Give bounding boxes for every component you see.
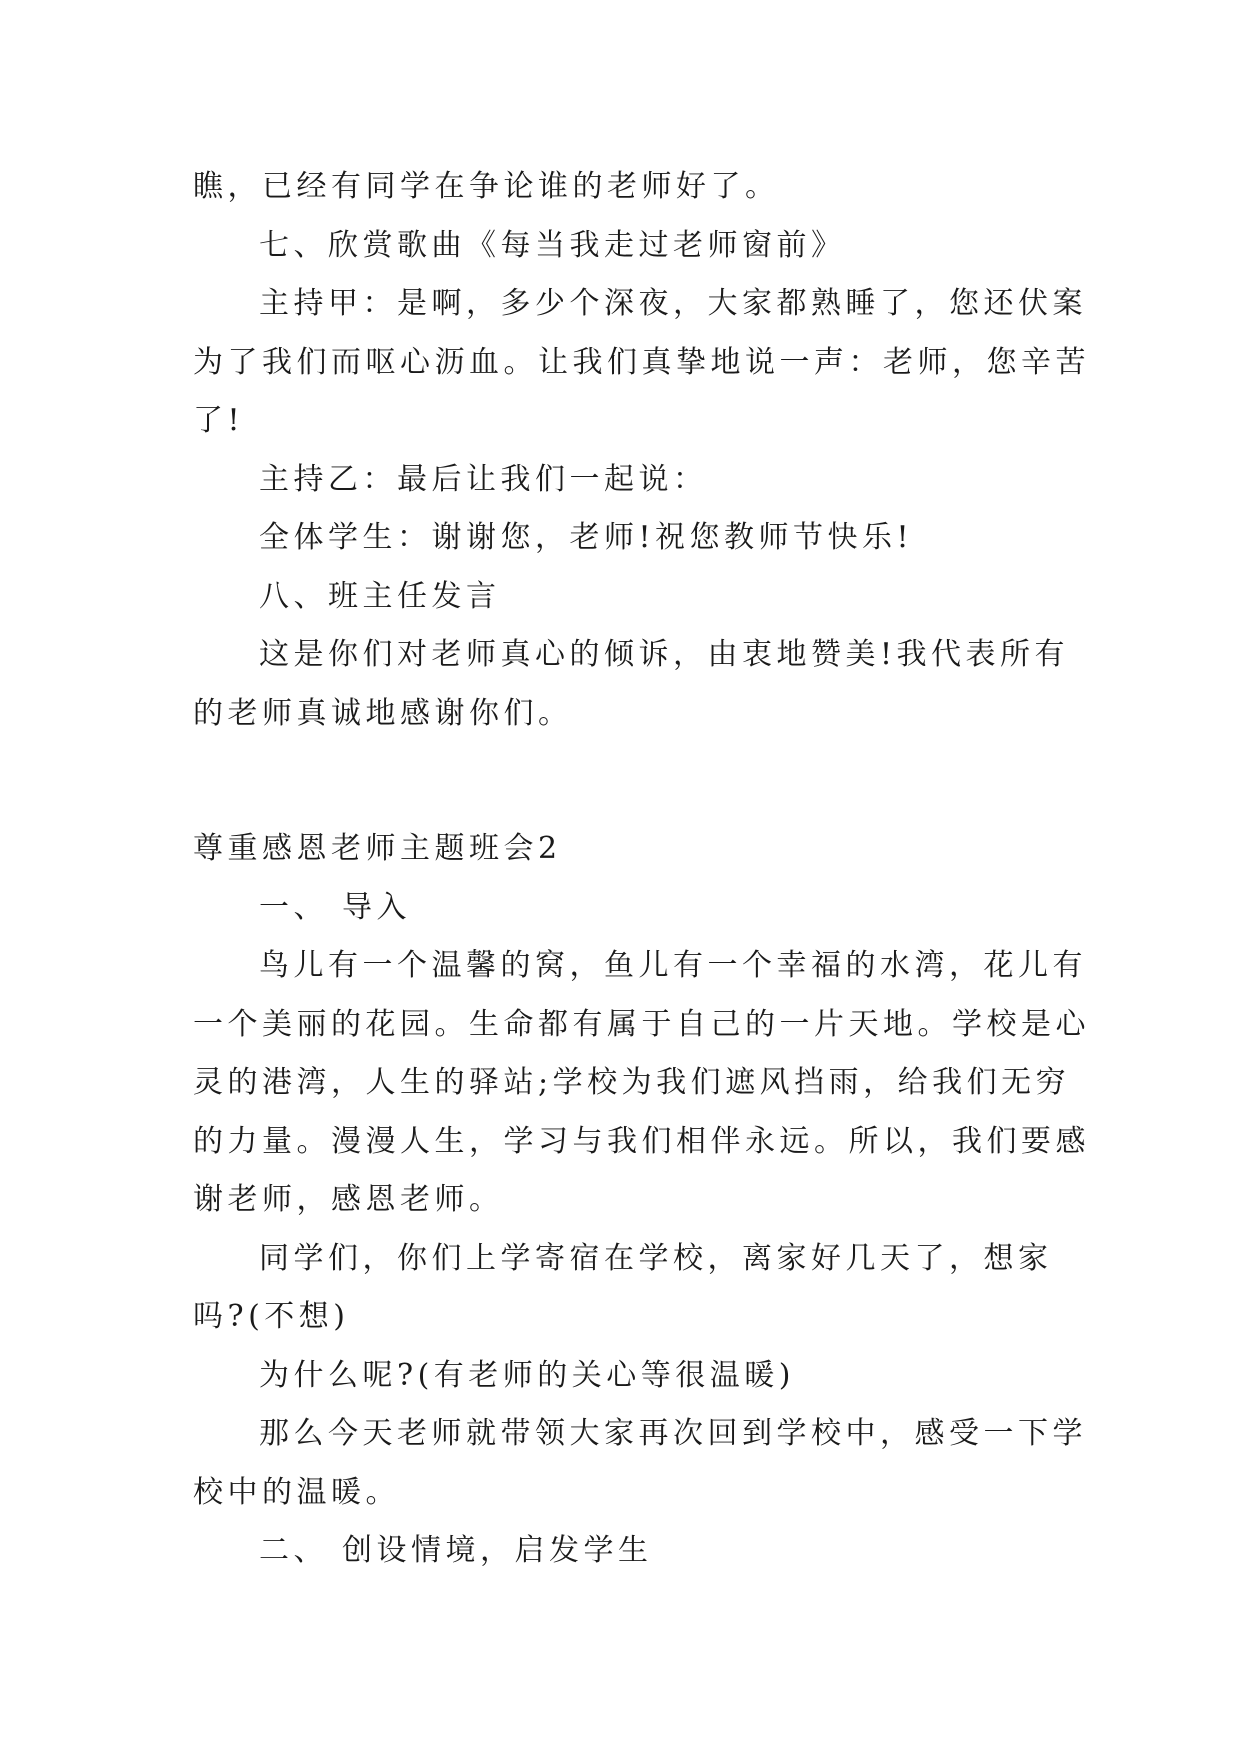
paragraph-line: 的老师真诚地感谢你们。 <box>193 695 573 731</box>
section-heading: 八、班主任发言 <box>259 578 501 614</box>
document-title: 尊重感恩老师主题班会2 <box>193 831 562 866</box>
paragraph-line: 主持乙：最后让我们一起说： <box>259 461 708 497</box>
document-body <box>193 158 1090 1581</box>
section-heading: 一、 导入 <box>259 889 412 925</box>
paragraph-line: 同学们，你们上学寄宿在学校，离家好几天了，想家 <box>259 1240 1053 1276</box>
paragraph-line: 瞧，已经有同学在争论谁的老师好了。 <box>193 169 780 204</box>
paragraph-line: 为什么呢?(有老师的关心等很温暖) <box>259 1357 795 1393</box>
paragraph-line: 谢老师，感恩老师。 <box>193 1182 504 1217</box>
section-heading: 七、欣赏歌曲《每当我走过老师窗前》 <box>259 227 846 263</box>
paragraph-line: 校中的温暖。 <box>193 1474 400 1510</box>
paragraph-line: 主持甲：是啊，多少个深夜，大家都熟睡了，您还伏案 <box>259 286 1087 321</box>
paragraph-line: 那么今天老师就带领大家再次回到学校中，感受一下学 <box>259 1416 1087 1451</box>
paragraph-line: 了! <box>193 403 245 438</box>
paragraph-line: 的力量。漫漫人生，学习与我们相伴永远。所以，我们要感 <box>193 1123 1090 1159</box>
paragraph-line: 鸟儿有一个温馨的窝，鱼儿有一个幸福的水湾，花儿有 <box>259 948 1087 983</box>
paragraph-line: 全体学生：谢谢您，老师!祝您教师节快乐! <box>259 520 914 555</box>
paragraph-line: 这是你们对老师真心的倾诉，由衷地赞美!我代表所有 <box>259 637 1070 672</box>
paragraph-line: 为了我们而呕心沥血。让我们真挚地说一声：老师，您辛苦 <box>193 344 1090 380</box>
paragraph-line: 一个美丽的花园。生命都有属于自己的一片天地。学校是心 <box>193 1006 1090 1042</box>
paragraph-line: 吗?(不想) <box>193 1299 350 1334</box>
paragraph-line: 灵的港湾，人生的驿站;学校为我们遮风挡雨，给我们无穷 <box>193 1065 1071 1100</box>
section-heading: 二、 创设情境，启发学生 <box>259 1533 653 1568</box>
